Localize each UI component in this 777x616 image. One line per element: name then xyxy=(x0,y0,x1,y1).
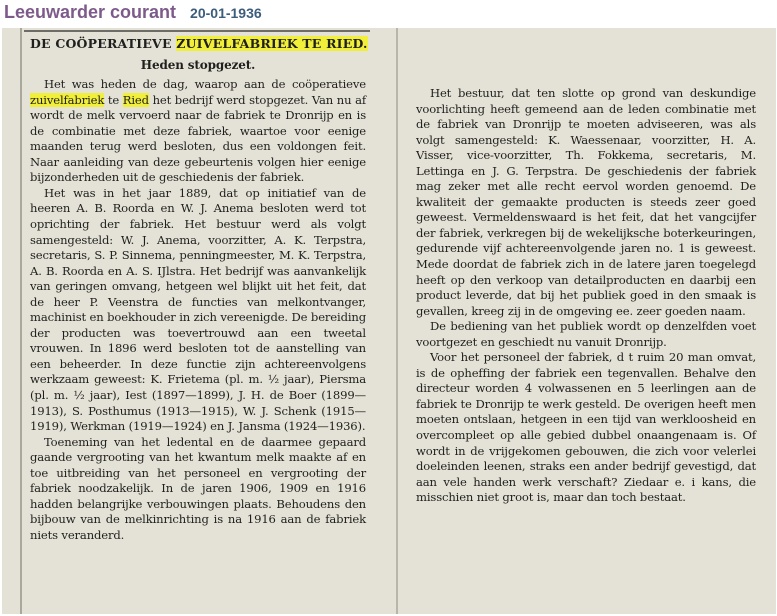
header xyxy=(4,2,262,26)
headline-text: DE COÖPERATIEVE xyxy=(30,36,177,51)
paragraph-1-text: Het was heden de dag, waarop aan de coöperatieve xyxy=(44,77,366,92)
article-headline xyxy=(30,36,366,52)
paragraph-2: Het was in het jaar 1889, dat op initiatief van de heeren A. B. Roorda en W. J. Anema besloten werd tot oprichting der fabriek. Het bestuur werd als volgt samengesteld: W. J. Anema, voorzitter, A. K. Terpstra, secretaris, S. P. Sinnema, penningmeester, M. K. Terpstra, A. B. Roorda en A. S. IJlstra. Het bedrijf was aanvankelijk van geringen omvang, hetgeen wel blijkt uit het feit, dat de heer P. Veenstra de functies van melkontvanger, machinist en boekhouder in zich vereenigde. De bereiding der producten was toevertrouwd aan een tweetal vrouwen. In 1896 werd besloten tot de aanstelling van een beheerder. In deze functie zijn achtereenvolgens werkzaam geweest: K. Frietema (pl. m. ½ jaar), Piersma (pl. m. ½ jaar), Iest (1897—1899), J. H. de Boer (1899—1913), S. Posthumus (1913—1915), W. J. Schenk (1915—1919), Werkman (1919—1924) en J. Jansma (1924—1936). xyxy=(30,185,366,434)
headline-highlight: ZUIVELFABRIEK TE RIED. xyxy=(176,36,368,51)
search-highlight-zuivelfabriek: zuivelfabriek xyxy=(30,92,105,107)
paragraph-5: De bediening van het publiek wordt op denzelfden voet voortgezet en geschiedt nu vanuit Dronrijp. xyxy=(416,319,756,349)
article-column-right xyxy=(416,86,756,506)
paragraph-1-text: het bedrijf werd stopgezet. Van nu af wordt de melk vervoerd naar de fabriek te Dronrijp en is de combinatie met deze fabriek, waartoe voor eenige maanden terug werd besloten, dus een voldongen feit. Naar aanleiding van deze gebeurtenis volgen hier eenige bijzonderheden uit de geschiedenis der fabriek. xyxy=(30,92,366,185)
publication-date: 20-01-1936 xyxy=(190,5,262,21)
paragraph-4: Het bestuur, dat ten slotte op grond van deskundige voorlichting heeft gemeend aan de leden combinatie met de fabriek van Dronrijp te moeten adviseeren, was als volgt samengesteld: K. Waessenaar, voorzitter, H. A. Visser, vice-voorzitter, Th. Fokkema, secretaris, M. Lettinga en J. G. Terpstra. De geschiedenis der fabriek mag zeker met alle recht eervol worden genoemd. De kwaliteit der gemaakte producten is steeds zeer goed geweest. Vermeldenswaard is het feit, dat het vangcijfer der fabriek, verkregen bij de wekelijksche boterkeuringen, gedurende vijf achtereenvolgende jaren no. 1 is geweest. Mede doordat de fabriek zich in de latere jaren toegelegd heeft op den verkoop van detailproducten en daarbij een product leverde, dat bij het publiek goed in den smaak is gevallen, kreeg zij in de omgeving ee. zeer goeden naam. xyxy=(416,86,756,318)
paragraph-6: Voor het personeel der fabriek, d t ruim 20 man omvat, is de opheffing der fabriek een tegenvallen. Behalve den directeur worden 4 volwassenen en 5 leerlingen aan de fabriek te Dronrijp te werk gesteld. De overigen heeft men moeten ontslaan, hetgeen in een tijd van werkloosheid en overcompleet op alle gebied dubbel onaangenaam is. Of wordt in de vrijgekomen gebouwen, die zich voor velerlei doeleinden leenen, straks een ander bedrijf gevestigd, dat aan vele handen werk verschaft? Ziedaar e. i kans, die misschien niet groot is, maar dan toch bestaat. xyxy=(416,350,756,505)
article-subheading: Heden stopgezet. xyxy=(140,57,256,72)
article-column-left xyxy=(30,28,366,544)
paragraph-1-text: te xyxy=(104,92,123,107)
newspaper-clipping xyxy=(2,28,776,614)
left-rule xyxy=(20,28,22,614)
paragraph-3: Toeneming van het ledental en de daarmee gepaard gaande vergrooting van het kwantum melk maakte af en toe uitbreiding van het personeel en vergrooting der fabriek noodzakelijk. In de jaren 1906, 1909 en 1916 hadden belangrijke verbouwingen plaats. Behoudens den bijbouw van de melkinrichting is na 1916 aan de fabriek niets veranderd. xyxy=(30,434,366,542)
column-divider xyxy=(396,28,398,614)
search-highlight-ried: Ried xyxy=(122,92,149,107)
newspaper-name: Leeuwarder courant xyxy=(4,2,177,22)
paragraph-1 xyxy=(30,77,366,186)
